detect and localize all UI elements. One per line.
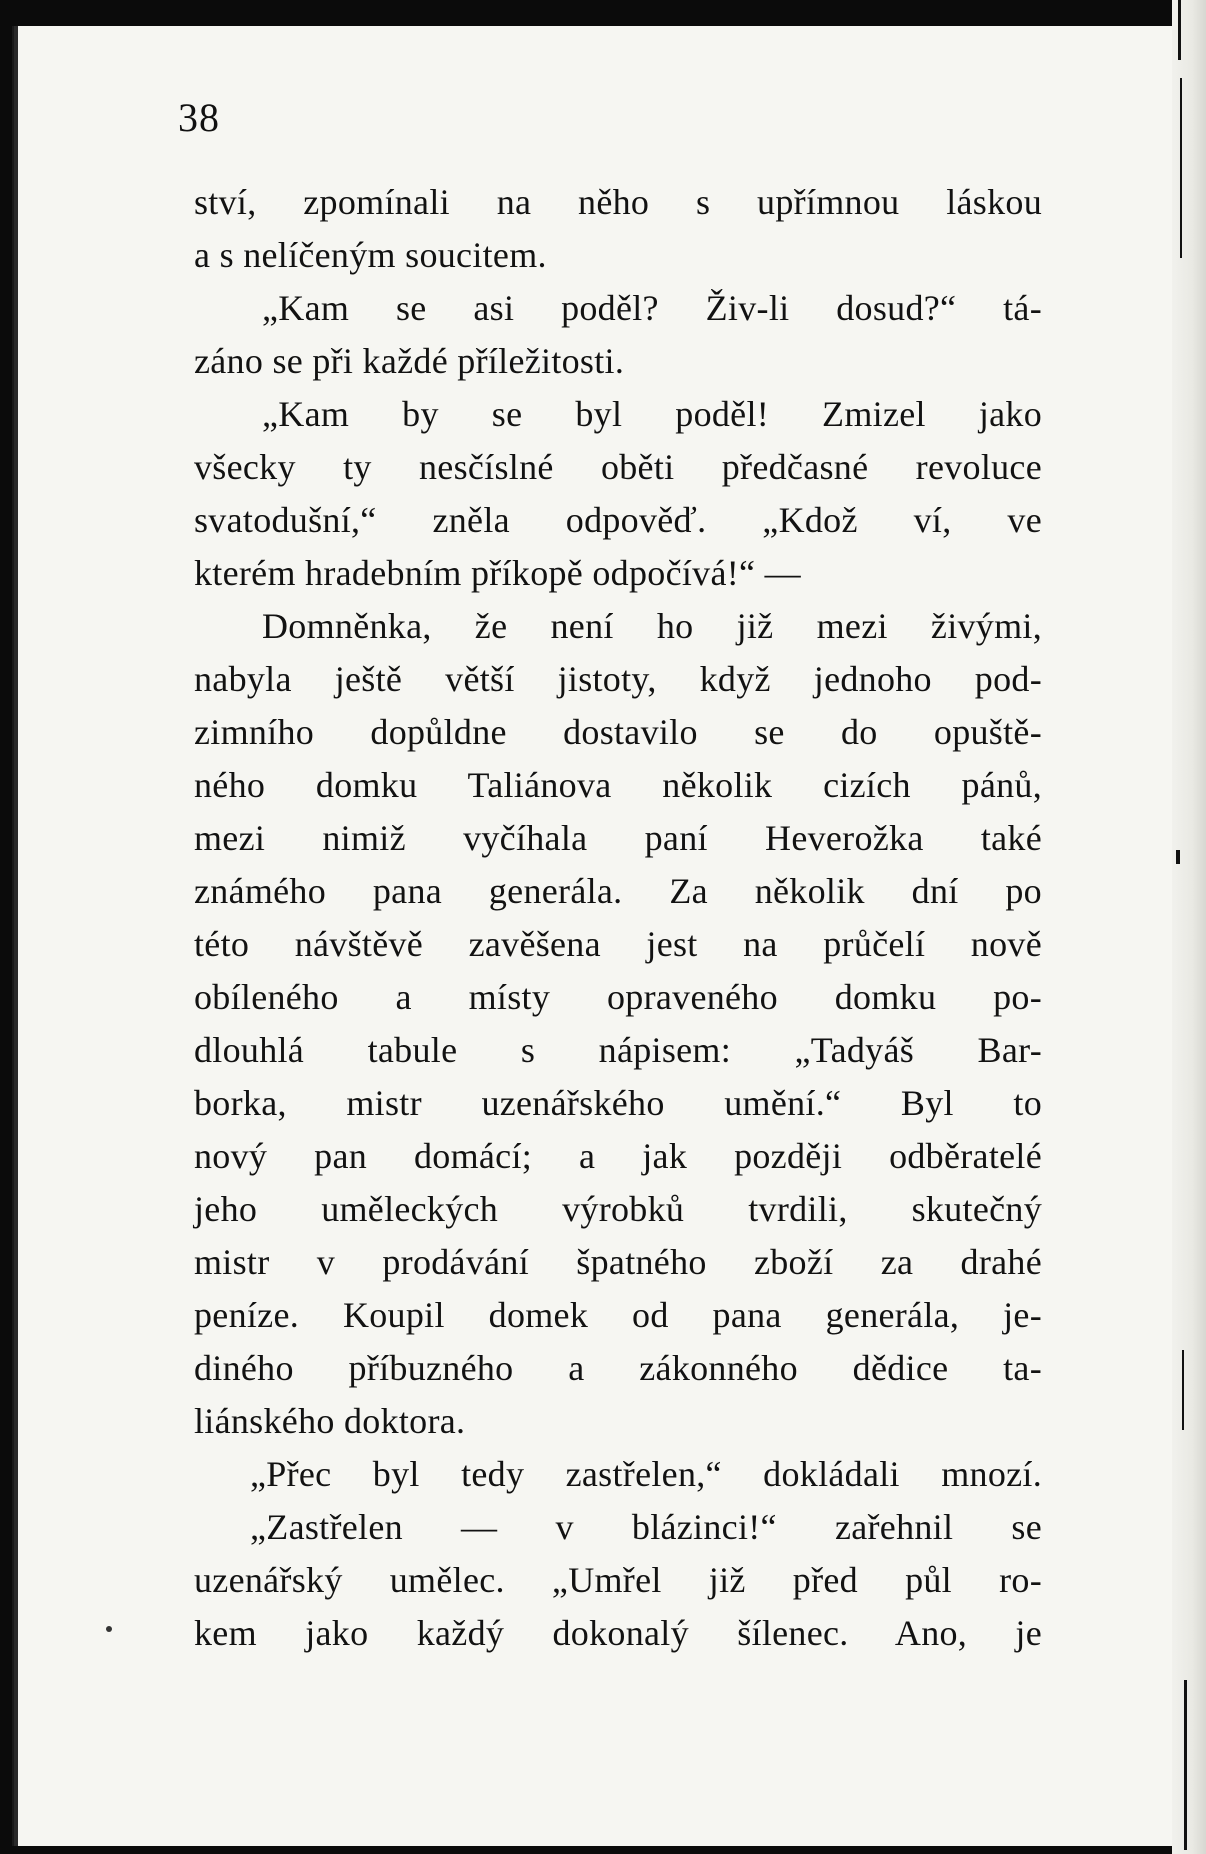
text-line-5: „Kam by se byl poděl! Zmizel jako — [262, 394, 1042, 434]
text-line-6: všecky ty nesčíslné oběti předčasné revoluce — [194, 447, 1042, 487]
book-page — [12, 26, 1174, 1846]
text-line-9: Domněnka, že není ho již mezi živými, — [262, 606, 1042, 646]
text-line-18: borka, mistr uzenářského umění.“ Byl to — [194, 1083, 1042, 1123]
text-line-2: a s nelíčeným soucitem. — [194, 235, 547, 275]
scan-speck — [106, 1626, 112, 1632]
text-line-19: nový pan domácí; a jak později odběratelé — [194, 1136, 1042, 1176]
text-line-20: jeho uměleckých výrobků tvrdili, skutečný — [194, 1189, 1042, 1229]
text-line-14: známého pana generála. Za několik dní po — [194, 871, 1042, 911]
page-text — [194, 176, 1042, 1660]
edge-mark — [1180, 78, 1182, 258]
text-line-4: záno se při každé příležitosti. — [194, 341, 625, 381]
text-line-26: „Zastřelen — v blázinci!“ zařehnil se — [250, 1507, 1042, 1547]
text-line-17: dlouhlá tabule s nápisem: „Tadyáš Bar- — [194, 1030, 1042, 1070]
edge-mark — [1178, 0, 1181, 60]
text-line-1: ství, zpomínali na něho s upřímnou láskou — [194, 182, 1042, 222]
page-edge — [1172, 0, 1206, 1854]
edge-mark — [1182, 1350, 1184, 1430]
text-line-16: obíleného a místy opraveného domku po- — [194, 977, 1042, 1017]
text-line-11: zimního dopůldne dostavilo se do opuště- — [194, 712, 1042, 752]
text-line-8: kterém hradebním příkopě odpočívá!“ — — [194, 553, 801, 593]
text-line-24: liánského doktora. — [194, 1401, 466, 1441]
text-line-7: svatodušní,“ zněla odpověď. „Kdož ví, ve — [194, 500, 1042, 540]
text-line-28: kem jako každý dokonalý šílenec. Ano, je — [194, 1613, 1042, 1653]
text-line-21: mistr v prodávání špatného zboží za drahé — [194, 1242, 1042, 1282]
text-line-10: nabyla ještě větší jistoty, když jednoho pod- — [194, 659, 1042, 699]
text-line-13: mezi nimiž vyčíhala paní Heverožka také — [194, 818, 1042, 858]
text-line-12: ného domku Taliánova několik cizích pánů, — [194, 765, 1042, 805]
text-line-3: „Kam se asi poděl? Živ-li dosud?“ tá- — [262, 288, 1042, 328]
page-number: 38 — [178, 95, 220, 140]
text-line-23: diného příbuzného a zákonného dědice ta- — [194, 1348, 1042, 1388]
text-line-15: této návštěvě zavěšena jest na průčelí nově — [194, 924, 1042, 964]
edge-mark — [1184, 1680, 1187, 1850]
text-line-22: peníze. Koupil domek od pana generála, je- — [194, 1295, 1042, 1335]
text-line-27: uzenářský umělec. „Umřel již před půl ro- — [194, 1560, 1042, 1600]
edge-mark — [1176, 850, 1180, 864]
text-line-25: „Přec byl tedy zastřelen,“ dokládali mnozí. — [250, 1454, 1042, 1494]
